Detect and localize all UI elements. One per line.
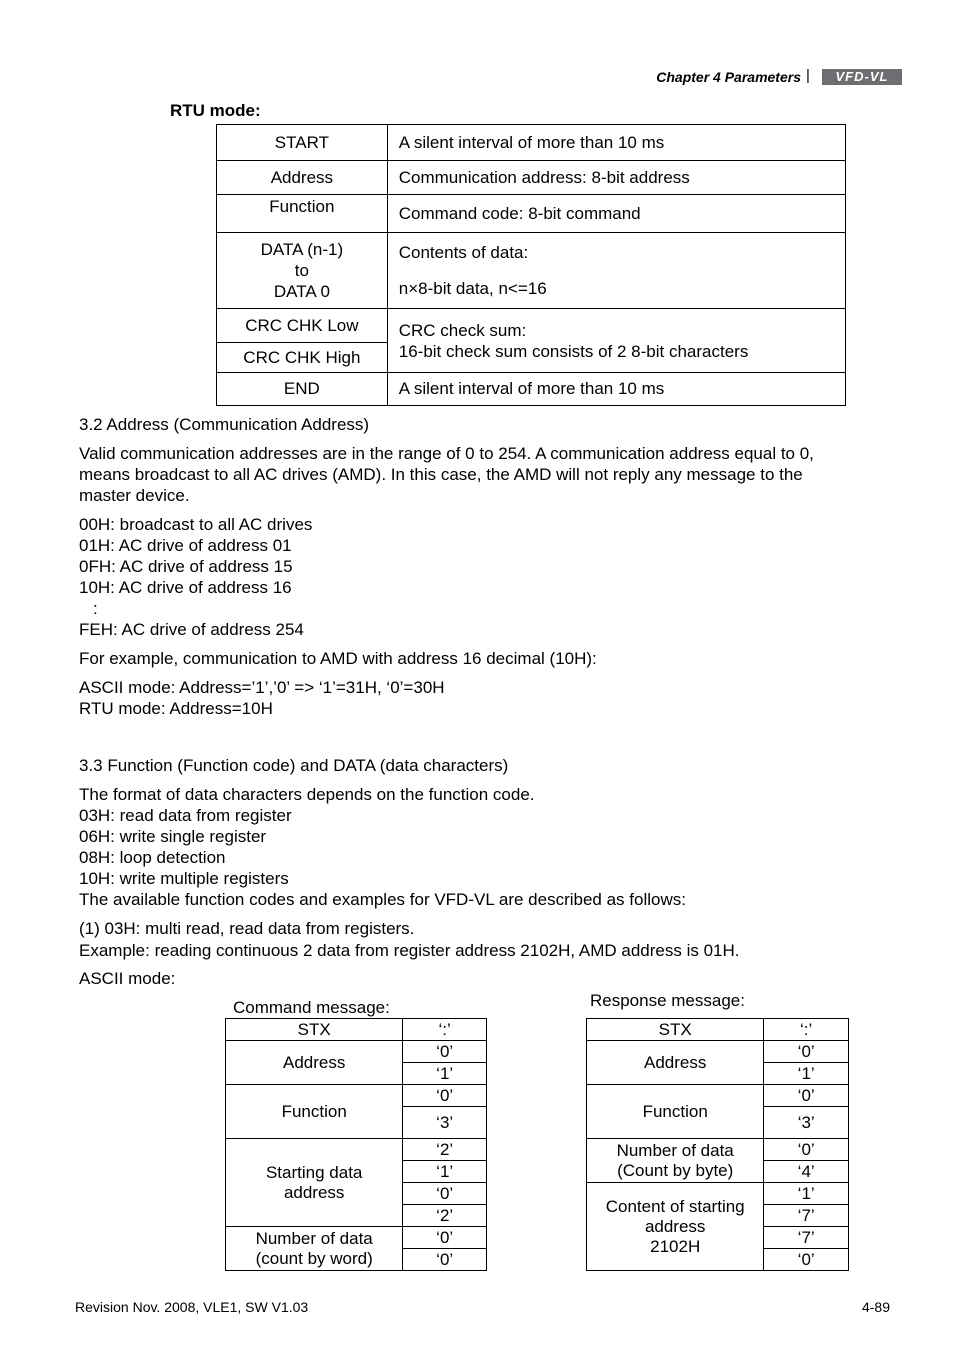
list-item: 0FH: AC drive of address 15 xyxy=(79,557,293,576)
cmd-start-val: ‘2’ xyxy=(403,1205,487,1227)
resp-number-line: (Count by byte) xyxy=(617,1160,734,1180)
table-row xyxy=(226,1019,487,1041)
resp-content-val: ‘1’ xyxy=(764,1183,849,1205)
rtu-desc-function: Command code: 8-bit command xyxy=(387,195,845,233)
chapter-title: Chapter 4 Parameters xyxy=(656,69,801,85)
resp-content-val: ‘7’ xyxy=(764,1205,849,1227)
rtu-label-data xyxy=(217,233,388,309)
cmd-start-val: ‘2’ xyxy=(403,1139,487,1161)
resp-content-line: 2102H xyxy=(650,1236,701,1256)
resp-content xyxy=(587,1183,764,1271)
cmd-number-val: ‘0’ xyxy=(403,1249,487,1271)
list-item: : xyxy=(93,599,98,618)
section-3-2-title: 3.2 Address (Communication Address) xyxy=(79,415,370,434)
command-message-table xyxy=(225,1018,487,1271)
list-item: 08H: loop detection xyxy=(79,848,226,867)
list-item: 06H: write single register xyxy=(79,827,267,846)
address-rtu: RTU mode: Address=10H xyxy=(79,699,273,718)
list-item: 10H: write multiple registers xyxy=(79,869,289,888)
paragraph-line: master device. xyxy=(79,486,190,505)
resp-address-val: ‘0’ xyxy=(764,1041,849,1063)
revision-footer: Revision Nov. 2008, VLE1, SW V1.03 xyxy=(75,1299,309,1315)
rtu-desc-crc xyxy=(387,309,845,373)
resp-number-val: ‘0’ xyxy=(764,1139,849,1161)
list-item: 03H: read data from register xyxy=(79,806,292,825)
rtu-label-start: START xyxy=(217,125,388,161)
resp-content-val: ‘7’ xyxy=(764,1227,849,1249)
cmd-stx-val: ‘:’ xyxy=(403,1019,487,1041)
table-row xyxy=(587,1139,849,1161)
cmd-start-val: ‘0’ xyxy=(403,1183,487,1205)
table-row xyxy=(587,1085,849,1107)
table-row xyxy=(226,1139,487,1161)
cmd-address-val: ‘0’ xyxy=(403,1041,487,1063)
rtu-desc-address: Communication address: 8-bit address xyxy=(387,161,845,195)
table-row xyxy=(217,373,846,406)
paragraph-line: means broadcast to all AC drives (AMD). In this case, the AMD will not reply any message to the xyxy=(79,465,803,484)
section-3-3-title: 3.3 Function (Function code) and DATA (data characters) xyxy=(79,756,509,775)
resp-content-line: Content of starting xyxy=(605,1196,745,1216)
rtu-label-address: Address xyxy=(217,161,388,195)
address-ascii: ASCII mode: Address=’1’,’0’ => ‘1’=31H, ‘0’=30H xyxy=(79,678,445,697)
table-row xyxy=(226,1041,487,1063)
cmd-stx: STX xyxy=(226,1019,403,1041)
list-item: The available function codes and examples for VFD-VL are described as follows: xyxy=(79,890,686,909)
rtu-label-function: Function xyxy=(217,195,388,233)
cmd-number-line: Number of data xyxy=(255,1228,373,1248)
rtu-desc-data-line: n×8-bit data, n<=16 xyxy=(398,278,547,298)
rtu-desc-data-line: Contents of data: xyxy=(398,242,529,262)
table-row xyxy=(587,1041,849,1063)
table-row xyxy=(226,1085,487,1107)
table-row xyxy=(587,1019,849,1041)
resp-function-val: ‘0’ xyxy=(764,1085,849,1107)
rtu-label-crc-high: CRC CHK High xyxy=(217,343,388,373)
cmd-starting-address xyxy=(226,1139,403,1227)
cmd-starting-address-line: Starting data xyxy=(265,1162,363,1182)
list-item: The format of data characters depends on the function code. xyxy=(79,785,535,804)
cmd-number-of-data xyxy=(226,1227,403,1271)
resp-content-line: address xyxy=(644,1216,706,1236)
resp-stx-val: ‘:’ xyxy=(764,1019,849,1041)
cmd-address: Address xyxy=(226,1041,403,1085)
table-row xyxy=(226,1227,487,1249)
rtu-desc-data xyxy=(387,233,845,309)
table-row xyxy=(217,195,846,233)
rtu-label-end: END xyxy=(217,373,388,406)
cmd-address-val: ‘1’ xyxy=(403,1063,487,1085)
page-number: 4-89 xyxy=(861,1299,890,1315)
address-list xyxy=(79,514,312,640)
function-03h-example: Example: reading continuous 2 data from register address 2102H, AMD address is 01H. xyxy=(79,941,740,960)
list-item: FEH: AC drive of address 254 xyxy=(79,620,304,639)
cmd-function-val: ‘3’ xyxy=(403,1107,487,1139)
table-row xyxy=(217,233,846,309)
cmd-function-val: ‘0’ xyxy=(403,1085,487,1107)
function-03h-heading: (1) 03H: multi read, read data from registers. xyxy=(79,919,415,938)
cmd-function: Function xyxy=(226,1085,403,1139)
address-example: For example, communication to AMD with address 16 decimal (10H): xyxy=(79,649,597,668)
cmd-number-val: ‘0’ xyxy=(403,1227,487,1249)
rtu-heading: RTU mode: xyxy=(170,101,261,120)
rtu-desc-start: A silent interval of more than 10 ms xyxy=(387,125,845,161)
resp-address: Address xyxy=(587,1041,764,1085)
command-caption: Command message: xyxy=(233,998,390,1017)
resp-function: Function xyxy=(587,1085,764,1139)
resp-function-val: ‘3’ xyxy=(764,1107,849,1139)
response-caption: Response message: xyxy=(590,991,745,1010)
resp-address-val: ‘1’ xyxy=(764,1063,849,1085)
rtu-frame-table xyxy=(216,124,846,406)
rtu-desc-crc-line: 16-bit check sum consists of 2 8-bit characters xyxy=(398,341,749,361)
rtu-desc-crc-line: CRC check sum: xyxy=(398,320,527,340)
header-separator: | xyxy=(806,67,810,84)
rtu-desc-end: A silent interval of more than 10 ms xyxy=(387,373,845,406)
rtu-label-crc-low: CRC CHK Low xyxy=(217,309,388,343)
resp-number-line: Number of data xyxy=(616,1140,734,1160)
resp-number-val: ‘4’ xyxy=(764,1161,849,1183)
resp-number-of-data xyxy=(587,1139,764,1183)
resp-stx: STX xyxy=(587,1019,764,1041)
section-3-2-paragraph xyxy=(79,443,814,506)
vfd-vl-logo: VFD-VL xyxy=(822,69,902,85)
resp-content-val: ‘0’ xyxy=(764,1249,849,1271)
function-code-list xyxy=(79,784,686,910)
table-row xyxy=(217,125,846,161)
rtu-label-data-line: DATA 0 xyxy=(273,282,330,301)
cmd-number-line: (count by word) xyxy=(255,1248,373,1268)
list-item: 01H: AC drive of address 01 xyxy=(79,536,292,555)
cmd-start-val: ‘1’ xyxy=(403,1161,487,1183)
table-row xyxy=(587,1183,849,1205)
ascii-mode-heading: ASCII mode: xyxy=(79,969,176,988)
list-item: 10H: AC drive of address 16 xyxy=(79,578,292,597)
response-message-table xyxy=(586,1018,849,1271)
table-row xyxy=(217,309,846,343)
paragraph-line: Valid communication addresses are in the range of 0 to 254. A communication address equal to 0, xyxy=(79,444,814,463)
cmd-starting-address-line: address xyxy=(283,1182,345,1202)
rtu-label-data-line: DATA (n-1) xyxy=(260,240,344,259)
list-item: 00H: broadcast to all AC drives xyxy=(79,515,313,534)
table-row xyxy=(217,161,846,195)
rtu-label-data-line: to xyxy=(294,261,309,280)
